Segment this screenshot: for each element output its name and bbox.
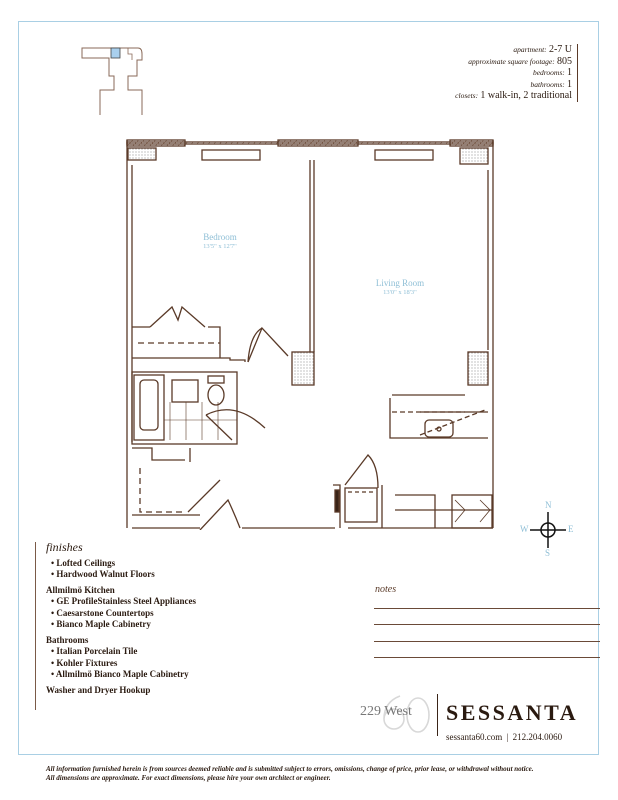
room-label-living-room	[360, 279, 440, 297]
sqft-value: 805	[557, 55, 572, 67]
compass-north: N	[545, 500, 552, 510]
sqft-label: approximate square footage:	[468, 56, 555, 66]
separator: |	[506, 732, 509, 742]
finish-item: • Bianco Maple Cabinetry	[46, 619, 196, 631]
unit-specs	[455, 44, 578, 102]
notes-line	[374, 641, 600, 642]
finish-group-title: Washer and Dryer Hookup	[46, 684, 151, 695]
apartment-label: apartment:	[513, 45, 547, 54]
finish-item: • Italian Porcelain Tile	[46, 646, 196, 658]
disclaimer-line: All information furnished herein is from sources deemed reliable and is submitted subject to errors, omissions, change of price, prior lease, or withdrawal without notice.	[46, 765, 534, 773]
finish-item: • Caesarstone Countertops	[46, 608, 196, 620]
notes-line	[374, 624, 600, 625]
compass-west: W	[520, 524, 529, 534]
finish-item: • Allmilmö Bianco Maple Cabinetry	[46, 669, 196, 681]
finish-group-title: Bathrooms	[46, 634, 89, 645]
bathrooms-value: 1	[567, 78, 572, 90]
compass-east: E	[568, 524, 574, 534]
finish-item: • Lofted Ceilings	[46, 558, 196, 570]
brand-block	[360, 692, 600, 752]
room-name: Living Room	[375, 278, 425, 288]
brand-address: 229 West	[360, 704, 412, 719]
room-dimensions: 13'5" x 12'7"	[203, 243, 237, 250]
notes-line	[374, 608, 600, 609]
brand-divider	[437, 694, 438, 736]
disclaimer-line: All dimensions are approximate. For exact dimensions, please hire your own architect or engineer.	[46, 774, 331, 782]
key-plan	[80, 40, 145, 115]
finish-item: • Kohler Fixtures	[46, 658, 196, 670]
compass-rose	[518, 500, 578, 560]
finish-group-title: Allmilmö Kitchen	[46, 584, 115, 595]
finish-item: • GE ProfileStainless Steel Appliances	[46, 596, 196, 608]
compass-south: S	[545, 548, 551, 558]
finishes-title: finishes	[46, 540, 83, 554]
room-label-bedroom	[180, 233, 260, 251]
room-dimensions: 13'0" x 18'3"	[383, 289, 417, 296]
closets-value: 1 walk-in, 2 traditional	[480, 90, 572, 101]
website-link[interactable]: sessanta60.com	[446, 732, 503, 742]
apartment-value: 2-7 U	[548, 44, 572, 55]
floor-plan	[120, 130, 500, 530]
bedrooms-value: 1	[567, 67, 572, 78]
closets-label: closets:	[455, 91, 479, 100]
room-name: Bedroom	[203, 232, 237, 242]
phone-number: 212.204.0060	[512, 732, 563, 742]
contact-line	[446, 732, 562, 742]
bedrooms-label: bedrooms:	[532, 68, 565, 77]
disclaimer	[46, 765, 534, 783]
bathrooms-label: bathrooms:	[530, 79, 565, 89]
unit-highlight	[111, 48, 120, 58]
notes-line	[374, 657, 600, 658]
brand-name: SESSANTA	[446, 700, 579, 725]
finishes-list	[35, 542, 196, 710]
notes-title: notes	[375, 584, 397, 595]
finish-item: • Hardwood Walnut Floors	[46, 569, 196, 581]
